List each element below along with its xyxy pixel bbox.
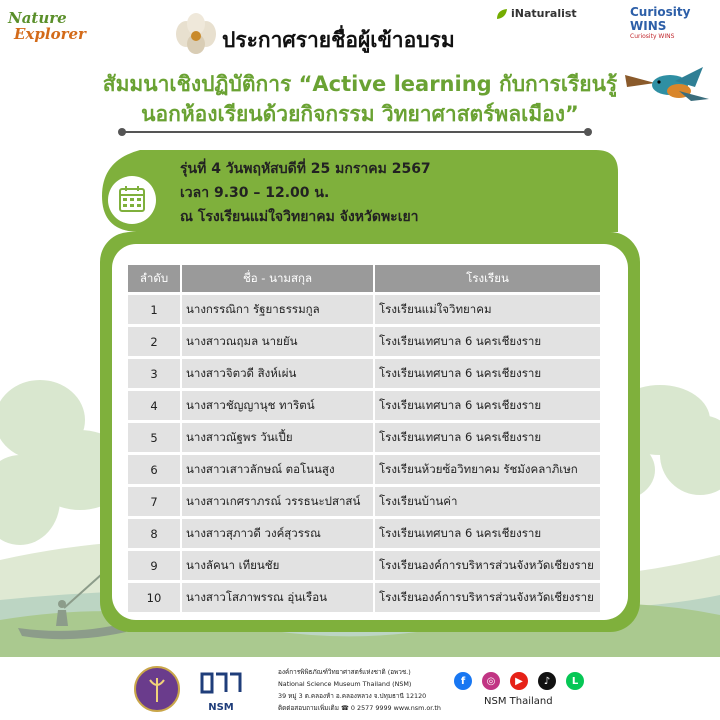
- curiosity-sub: Curiosity WINS: [630, 33, 675, 40]
- row-name: นางลัคนา เทียนชัย: [182, 551, 375, 580]
- table-row: [128, 519, 600, 548]
- curiosity-wins-logo: [630, 5, 720, 40]
- table-row: [128, 295, 600, 324]
- row-school: โรงเรียนองค์การบริหารส่วนจังหวัดเชียงราย: [375, 551, 600, 580]
- calendar-icon: [108, 176, 156, 224]
- row-number: 4: [128, 391, 182, 420]
- inaturalist-logo: [496, 7, 577, 20]
- table-row: [128, 423, 600, 452]
- session-venue: ณ โรงเรียนแม่ใจวิทยาคม จังหวัดพะเยา: [180, 209, 419, 225]
- table-row: [128, 327, 600, 356]
- row-number: 6: [128, 455, 182, 484]
- nsm-logo-text: NSM: [208, 702, 234, 713]
- table-header-row: [128, 265, 600, 292]
- nsm-logo: [198, 668, 244, 714]
- row-school: โรงเรียนเทศบาล 6 นครเชียงราย: [375, 359, 600, 388]
- row-school: โรงเรียนเทศบาล 6 นครเชียงราย: [375, 519, 600, 548]
- logo-line-1: Nature: [8, 9, 67, 27]
- org-en: National Science Museum Thailand (NSM): [278, 680, 412, 688]
- divider-dot-left: [118, 128, 126, 136]
- header-name: ชื่อ - นามสกุล: [182, 265, 375, 292]
- table-row: [128, 583, 600, 612]
- row-number: 9: [128, 551, 182, 580]
- row-name: นางสาวณฤมล นายยัน: [182, 327, 375, 356]
- row-name: นางสาวณัฐพร วันเปี้ย: [182, 423, 375, 452]
- row-number: 8: [128, 519, 182, 548]
- divider-dot-right: [584, 128, 592, 136]
- footer-address-block: [278, 666, 441, 714]
- leaf-icon: [496, 8, 508, 20]
- org-thai: องค์การพิพิธภัณฑ์วิทยาศาสตร์แห่งชาติ (อพวช.): [278, 668, 411, 676]
- row-school: โรงเรียนเทศบาล 6 นครเชียงราย: [375, 423, 600, 452]
- inaturalist-label: iNaturalist: [511, 7, 577, 20]
- row-name: นางสาวเสาวลักษณ์ ตอโนนสูง: [182, 455, 375, 484]
- table-row: [128, 487, 600, 516]
- curiosity-label: Curiosity WINS: [630, 5, 691, 33]
- participants-table: [128, 262, 600, 615]
- facebook-icon[interactable]: f: [454, 672, 472, 690]
- row-school: โรงเรียนเทศบาล 6 นครเชียงราย: [375, 391, 600, 420]
- row-name: นางสาวโสภาพรรณ อุ่นเรือน: [182, 583, 375, 612]
- row-school: โรงเรียนบ้านค่า: [375, 487, 600, 516]
- row-school: โรงเรียนองค์การบริหารส่วนจังหวัดเชียงราย: [375, 583, 600, 612]
- logo-line-2: Explorer: [14, 25, 86, 43]
- row-number: 5: [128, 423, 182, 452]
- title-divider: [122, 131, 588, 133]
- table-row: [128, 551, 600, 580]
- table-row: [128, 391, 600, 420]
- seminar-title-line-2: นอกห้องเรียนด้วยกิจกรรม วิทยาศาสตร์พลเมือง”: [141, 102, 579, 126]
- row-school: โรงเรียนแม่ใจวิทยาคม: [375, 295, 600, 324]
- table-row: [128, 359, 600, 388]
- row-school: โรงเรียนเทศบาล 6 นครเชียงราย: [375, 327, 600, 356]
- header-number: ลำดับ: [128, 265, 182, 292]
- tiktok-icon[interactable]: ♪: [538, 672, 556, 690]
- session-time: เวลา 9.30 – 12.00 น.: [180, 185, 330, 201]
- row-school: โรงเรียนห้วยซ้อวิทยาคม รัชมังคลาภิเษก: [375, 455, 600, 484]
- contact: ติดต่อสอบถามเพิ่มเติม ☎ 0 2577 9999 www.nsm.or.th: [278, 704, 441, 712]
- line-icon[interactable]: L: [566, 672, 584, 690]
- row-number: 10: [128, 583, 182, 612]
- calendar-badge: [108, 176, 156, 224]
- nsm-mark-icon: [198, 668, 244, 698]
- row-number: 7: [128, 487, 182, 516]
- nsm-seal-logo: [134, 666, 180, 712]
- trident-emblem-icon: [136, 668, 178, 710]
- row-number: 2: [128, 327, 182, 356]
- table-row: [128, 455, 600, 484]
- seminar-title-line-1: สัมมนาเชิงปฏิบัติการ “Active learning กับการเรียนรู้: [102, 72, 618, 96]
- nature-explorer-logo: [8, 10, 86, 46]
- announcement-title: ประกาศรายชื่อผู้เข้าอบรม: [222, 28, 455, 52]
- row-name: นางสาวชัญญานุช ทาริตน์: [182, 391, 375, 420]
- address: 39 หมู่ 3 ต.คลองห้า อ.คลองหลวง จ.ปทุมธานี 12120: [278, 692, 427, 700]
- youtube-icon[interactable]: ▶: [510, 672, 528, 690]
- row-name: นางสาวจิตวดี สิงห์เผ่น: [182, 359, 375, 388]
- row-name: นางสาวเกศราภรณ์ วรรธนะปสาสน์: [182, 487, 375, 516]
- row-name: นางกรรณิกา รัฐยาธรรมกูล: [182, 295, 375, 324]
- social-label: NSM Thailand: [484, 696, 553, 707]
- instagram-icon[interactable]: ◎: [482, 672, 500, 690]
- session-date: รุ่นที่ 4 วันพฤหัสบดีที่ 25 มกราคม 2567: [180, 161, 431, 177]
- header-school: โรงเรียน: [375, 265, 600, 292]
- social-links: [454, 672, 584, 690]
- row-number: 1: [128, 295, 182, 324]
- row-number: 3: [128, 359, 182, 388]
- row-name: นางสาวสุภาวดี วงค์สุวรรณ: [182, 519, 375, 548]
